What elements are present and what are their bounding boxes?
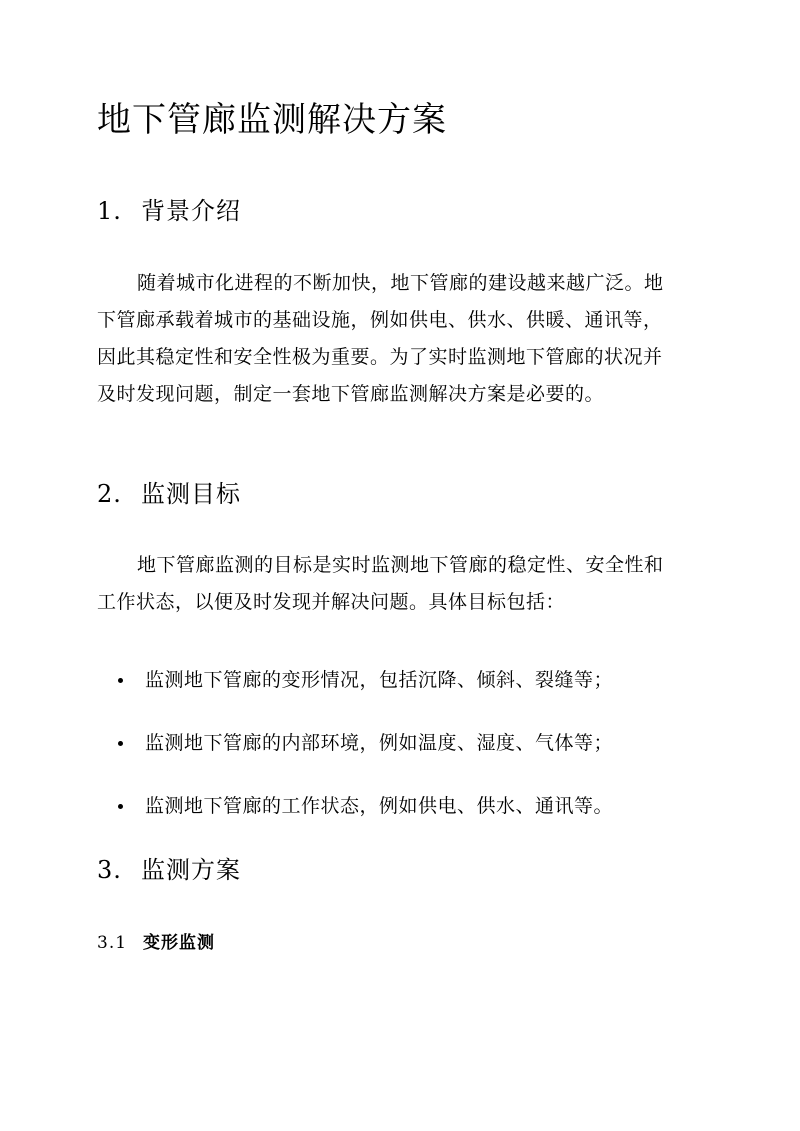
paragraph-line: 随着城市化进程的不断加快，地下管廊的建设越来越广泛。地 (137, 272, 664, 294)
subsection-3-1-heading (97, 930, 215, 956)
section-3-title: 监测方案 (141, 856, 241, 884)
bullet-icon (118, 741, 123, 746)
paragraph-line: 及时发现问题，制定一套地下管廊监测解决方案是必要的。 (97, 383, 605, 405)
section-1-title: 背景介绍 (141, 197, 241, 225)
list-item (115, 730, 613, 793)
paragraph-line: 下管廊承载着城市的基础设施，例如供电、供水、供暖、通讯等， (97, 309, 663, 331)
paragraph-line: 地下管廊监测的目标是实时监测地下管廊的稳定性、安全性和 (137, 554, 664, 576)
section-2-heading (97, 476, 241, 512)
bullet-icon (118, 678, 123, 683)
section-1-paragraph (97, 265, 705, 413)
subsection-title: 变形监测 (143, 933, 215, 953)
section-2-title: 监测目标 (141, 480, 241, 508)
list-item (115, 793, 613, 856)
paragraph-line: 因此其稳定性和安全性极为重要。为了实时监测地下管廊的状况并 (97, 346, 663, 368)
list-item-text: 监测地下管廊的内部环境，例如温度、湿度、气体等； (145, 732, 614, 754)
section-2-paragraph (97, 547, 705, 621)
bullet-icon (118, 804, 123, 809)
monitoring-goals-list (115, 667, 613, 856)
section-3-number: 3. (97, 856, 122, 884)
list-item-text: 监测地下管廊的工作状态，例如供电、供水、通讯等。 (145, 795, 614, 817)
paragraph-line: 工作状态，以便及时发现并解决问题。具体目标包括： (97, 591, 566, 613)
section-3-heading (97, 852, 241, 888)
document-title: 地下管廊监测解决方案 (97, 100, 447, 140)
list-item-text: 监测地下管廊的变形情况，包括沉降、倾斜、裂缝等； (145, 669, 614, 691)
section-1-heading (97, 193, 241, 229)
list-item (115, 667, 613, 730)
subsection-number: 3.1 (97, 933, 128, 953)
section-2-number: 2. (97, 480, 122, 508)
section-1-number: 1. (97, 197, 122, 225)
